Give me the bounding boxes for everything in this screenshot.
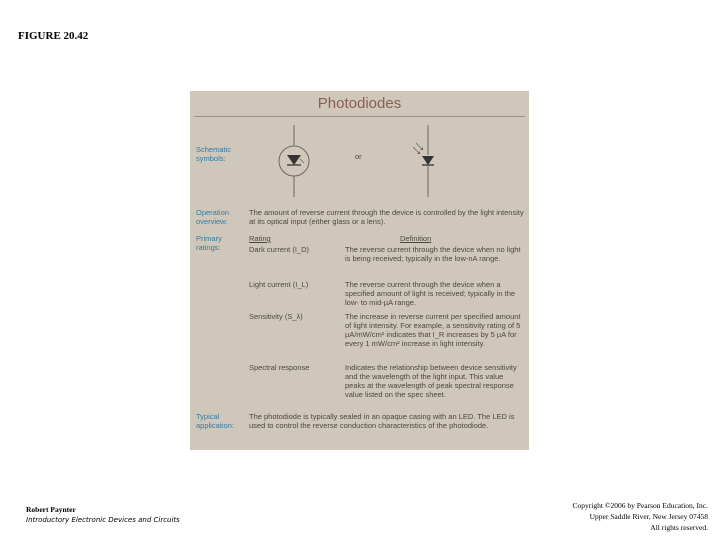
rating-definition: The reverse current through the device when no light is being received; typically in the low-nA range. xyxy=(345,245,521,263)
section-operation: Operation overview: xyxy=(196,208,229,226)
copyright-line: All rights reserved. xyxy=(650,523,708,532)
definition-header: Definition xyxy=(400,234,432,243)
footer-left xyxy=(26,504,180,526)
author-name: Robert Paynter xyxy=(26,505,76,514)
rating-definition: The increase in reverse current per specified amount of light intensity. For example, a sensitivity rating of 5 µA/mW/cm² indicates that I_R increases by 5 µA for every 1 mW/cm² increase in light intensity. xyxy=(345,312,521,348)
photodiode-arrows-symbol-icon xyxy=(410,125,446,205)
rating-header: Rating xyxy=(249,234,271,243)
book-title: Introductory Electronic Devices and Circuits xyxy=(26,516,180,524)
operation-text: The amount of reverse current through the device is controlled by the light intensity at its optical input (either glass or a lens). xyxy=(249,208,524,226)
photodiodes-panel xyxy=(190,91,529,450)
rating-definition: The reverse current through the device when a specified amount of light is received; typically in the low- to mid-µA range. xyxy=(345,280,516,307)
figure-label: FIGURE 20.42 xyxy=(18,30,89,42)
copyright-line: Upper Saddle River, New Jersey 07458 xyxy=(589,512,708,521)
footer-right xyxy=(573,500,708,533)
section-primary: Primary ratings: xyxy=(196,234,222,252)
rating-name: Spectral response xyxy=(249,363,310,372)
rating-name: Sensitivity (S_λ) xyxy=(249,312,303,321)
title-rule xyxy=(194,116,525,117)
section-schematic: Schematic symbols: xyxy=(196,145,232,163)
rating-name: Dark current (I_D) xyxy=(249,245,310,254)
rating-definition: Indicates the relationship between device sensitivity and the wavelength of the light input. This value peaks at the wavelength of peak spectral response value listed on the spec sheet. xyxy=(345,363,517,399)
typical-text: The photodiode is typically sealed in an opaque casing with an LED. The LED is used to control the reverse conduction characteristics of the photodiode. xyxy=(249,412,515,430)
photodiode-circle-symbol-icon xyxy=(276,125,312,205)
rating-name: Light current (I_L) xyxy=(249,280,309,289)
copyright-line: Copyright ©2006 by Pearson Education, Inc. xyxy=(572,501,708,510)
panel-title: Photodiodes xyxy=(317,95,402,112)
section-typical: Typical application: xyxy=(196,412,234,430)
or-text: or xyxy=(355,152,362,161)
